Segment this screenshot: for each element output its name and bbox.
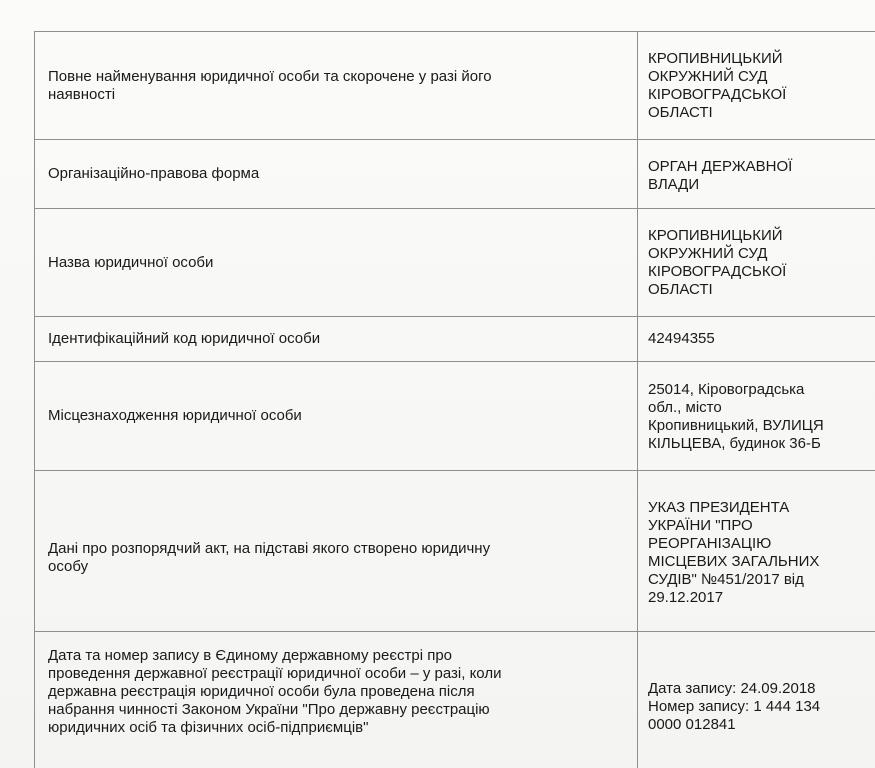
table-row-entity-name xyxy=(35,209,875,317)
registry-record-value: Дата запису: 24.09.2018 Номер запису: 1 444 134 0000 012841 xyxy=(648,680,821,733)
field-value xyxy=(638,317,875,362)
field-label xyxy=(35,362,638,471)
table-row-legal-form xyxy=(35,140,875,209)
decree-value: УКАЗ ПРЕЗИДЕНТА УКРАЇНИ "ПРО РЕОРГАНІЗАЦІЮ МІСЦЕВИХ ЗАГАЛЬНИХ СУДІВ" №451/2017 від 29.12.2017 xyxy=(648,499,820,606)
field-label xyxy=(35,471,638,632)
registry-table xyxy=(34,31,875,768)
field-label xyxy=(35,209,638,317)
field-value xyxy=(638,471,875,632)
full-name-label: Повне найменування юридичної особи та скорочене у разі його наявності xyxy=(48,67,492,103)
decree-label: Дані про розпорядчий акт, на підставі якого створено юридичну особу xyxy=(48,540,491,575)
field-label xyxy=(35,140,638,209)
table-row-full-name xyxy=(35,32,875,140)
table-row-location xyxy=(35,362,875,471)
field-value xyxy=(638,209,875,317)
field-value xyxy=(638,362,875,471)
field-value xyxy=(638,632,875,768)
field-label xyxy=(35,317,638,362)
legal-form-label: Організаційно-правова форма xyxy=(48,165,260,182)
entity-name-label: Назва юридичної особи xyxy=(48,253,214,271)
field-value xyxy=(638,140,875,209)
registry-record-label: Дата та номер запису в Єдиному державному реєстрі про проведення державної реєстрації юридичної особи – у разі, коли державна реєстрація юридичної особи була проведена після набрання чинності Законом України "Про державну реєстрацію юридичних осіб та фізичних осіб-підприємців" xyxy=(48,647,502,736)
field-value xyxy=(638,32,875,140)
location-value: 25014, Кіровоградська обл., місто Кропивницький, ВУЛИЦЯ КІЛЬЦЕВА, будинок 36-Б xyxy=(648,381,824,452)
field-label xyxy=(35,632,638,768)
full-name-value: КРОПИВНИЦЬКИЙ ОКРУЖНИЙ СУД КІРОВОГРАДСЬКОЇ ОБЛАСТІ xyxy=(648,49,787,121)
table-row-decree xyxy=(35,471,875,632)
table-row-id-code xyxy=(35,317,875,362)
table-row-registry-record xyxy=(35,632,875,768)
legal-form-value: ОРГАН ДЕРЖАВНОЇ ВЛАДИ xyxy=(648,158,793,193)
id-code-label: Ідентифікаційний код юридичної особи xyxy=(48,330,321,347)
entity-name-value: КРОПИВНИЦЬКИЙ ОКРУЖНИЙ СУД КІРОВОГРАДСЬКОЇ ОБЛАСТІ xyxy=(648,226,787,298)
id-code-value: 42494355 xyxy=(648,330,715,347)
field-label xyxy=(35,32,638,140)
location-label: Місцезнаходження юридичної особи xyxy=(48,407,302,424)
